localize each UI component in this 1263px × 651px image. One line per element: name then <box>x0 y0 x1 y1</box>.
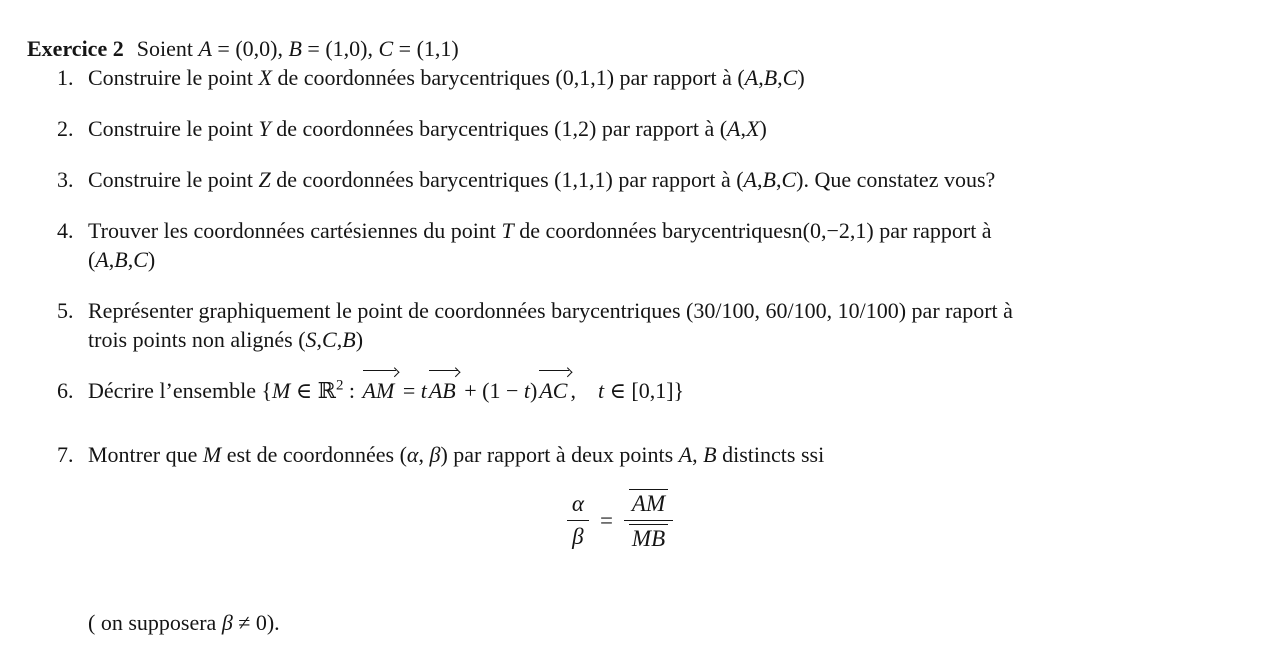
text-segment: + (1 − <box>458 378 524 403</box>
exercise-label: Exercice 2 <box>27 36 124 61</box>
vector-arrow-icon <box>539 370 569 371</box>
text-segment: A <box>744 65 759 90</box>
text-segment: C <box>781 167 797 192</box>
text-segment: B <box>763 65 778 90</box>
vector-arrow-icon <box>363 370 397 371</box>
text-segment: X <box>746 116 760 141</box>
text-segment: distincts ssi <box>716 442 825 467</box>
text-segment: 2 <box>335 377 344 394</box>
text-segment: , <box>316 327 323 352</box>
text-segment: ). Que constatez vous? <box>796 167 996 192</box>
text-segment: C <box>322 327 337 352</box>
vector-notation <box>539 376 567 405</box>
text-segment: B <box>342 327 356 352</box>
text-segment: Décrire l’ensemble { <box>88 378 273 403</box>
exercise-item-list <box>57 63 1207 491</box>
item-text <box>88 442 824 467</box>
vector-letters: AM <box>362 378 395 403</box>
item-number: 6. <box>57 378 74 403</box>
text-segment: , <box>418 442 430 467</box>
text-segment: trois points non alignés ( <box>88 327 306 352</box>
text-segment: ) <box>147 247 156 272</box>
text-segment: , <box>757 167 763 192</box>
text-segment: B <box>288 36 302 61</box>
item-number: 4. <box>57 218 74 243</box>
equation-row <box>567 489 673 553</box>
display-equation <box>0 489 1240 553</box>
text-segment: β <box>429 442 441 467</box>
text-segment: ) <box>797 65 805 90</box>
item-text <box>88 298 1013 352</box>
text-segment: Construire le point <box>88 116 259 141</box>
text-segment: A <box>727 116 741 141</box>
item-text <box>88 378 684 403</box>
text-segment: α <box>406 442 419 467</box>
exercise-item-3 <box>57 165 1207 194</box>
exercise-header <box>27 34 459 64</box>
text-segment: , <box>336 327 343 352</box>
text-segment: Trouver les coordonnées cartésiennes du point <box>88 218 502 243</box>
text-segment: : <box>343 378 361 403</box>
text-segment: Z <box>258 167 271 192</box>
text-segment: est de coordonnées ( <box>221 442 407 467</box>
exercise-item-4 <box>57 216 1207 274</box>
vector-letters: AC <box>539 378 568 403</box>
text-segment: β <box>221 610 233 635</box>
fraction-alpha-beta <box>567 491 589 551</box>
text-segment: , <box>108 247 115 272</box>
vector-notation <box>429 376 456 405</box>
text-segment: C <box>782 65 798 90</box>
item-number: 1. <box>57 65 74 90</box>
item-text <box>88 167 995 192</box>
text-segment: B <box>114 247 128 272</box>
text-segment: = <box>397 378 421 403</box>
fraction-denominator-beta: β <box>572 524 584 550</box>
text-segment: A <box>95 247 109 272</box>
text-segment: de coordonnées barycentriquesn(0,−2,1) par rapport à <box>513 218 992 243</box>
fraction-numerator-am <box>624 489 673 521</box>
exercise-item-1 <box>57 63 1207 92</box>
item-number: 3. <box>57 167 74 192</box>
text-segment: ( on supposera <box>88 610 222 635</box>
text-segment: , <box>692 442 704 467</box>
text-segment: de coordonnées barycentriques (0,1,1) par rapport à ( <box>271 65 745 90</box>
item-text <box>88 218 992 272</box>
text-segment: ≠ 0). <box>232 610 280 635</box>
text-segment: S <box>305 327 317 352</box>
fraction-numerator-alpha: α <box>567 491 589 521</box>
text-segment: Y <box>258 116 271 141</box>
exercise-item-5 <box>57 296 1207 354</box>
text-segment: , <box>758 65 764 90</box>
text-segment: , <box>775 167 782 192</box>
text-segment: A <box>678 442 693 467</box>
text-segment: ) <box>530 378 538 403</box>
exercise-item-2 <box>57 114 1207 143</box>
text-segment: A <box>743 167 757 192</box>
text-segment: t <box>420 378 427 403</box>
text-segment: C <box>378 36 394 61</box>
text-segment: Construire le point <box>88 167 259 192</box>
exercise-item-6 <box>57 376 1207 405</box>
text-segment: Représenter graphiquement le point de coordonnées barycentriques (30/100, 60/100, 10/100) par raport à <box>88 298 1013 323</box>
overlined-segment-mb: MB <box>629 524 668 552</box>
text-segment: de coordonnées barycentriques (1,2) par rapport à ( <box>270 116 728 141</box>
vector-letters: AB <box>428 378 456 403</box>
text-segment: ∈ [0,1]} <box>604 378 685 403</box>
text-segment: , <box>570 378 598 403</box>
item-text <box>88 65 805 90</box>
item-number: 7. <box>57 442 74 467</box>
text-segment: ) <box>355 327 364 352</box>
text-segment: M <box>272 378 291 403</box>
text-segment: de coordonnées barycentriques (1,1,1) par rapport à ( <box>270 167 744 192</box>
text-segment: , <box>740 116 746 141</box>
exercise-intro <box>137 36 459 61</box>
text-segment: M <box>202 442 222 467</box>
text-segment: = (1,1) <box>393 36 459 61</box>
vector-arrow-icon <box>429 370 458 371</box>
exercise-item-7 <box>57 440 1207 469</box>
text-segment: t <box>597 378 605 403</box>
text-segment: ) par rapport à deux points <box>440 442 679 467</box>
overlined-segment-am: AM <box>629 489 668 517</box>
text-segment: Construire le point <box>88 65 259 90</box>
text-segment: , <box>127 247 134 272</box>
text-segment: t <box>523 378 531 403</box>
item-number: 5. <box>57 298 74 323</box>
text-segment: C <box>133 247 148 272</box>
text-segment: T <box>501 218 514 243</box>
text-segment: Soient <box>136 36 199 61</box>
text-segment: ( <box>88 247 96 272</box>
text-segment: ) <box>759 116 767 141</box>
item-text <box>88 116 767 141</box>
text-segment: , <box>777 65 783 90</box>
item-number: 2. <box>57 116 74 141</box>
fraction-denominator-mb <box>629 521 668 552</box>
text-segment: X <box>258 65 272 90</box>
text-segment: B <box>703 442 717 467</box>
text-segment: B <box>762 167 776 192</box>
vector-notation <box>363 376 395 405</box>
text-segment: Montrer que <box>88 442 203 467</box>
footnote <box>88 608 280 637</box>
equals-sign: = <box>599 507 613 533</box>
text-segment: A <box>198 36 212 61</box>
text-segment: ∈ ℝ <box>290 378 336 403</box>
fraction-am-mb <box>624 489 673 553</box>
text-segment: = (0,0), <box>211 36 289 61</box>
text-segment: = (1,0), <box>301 36 379 61</box>
